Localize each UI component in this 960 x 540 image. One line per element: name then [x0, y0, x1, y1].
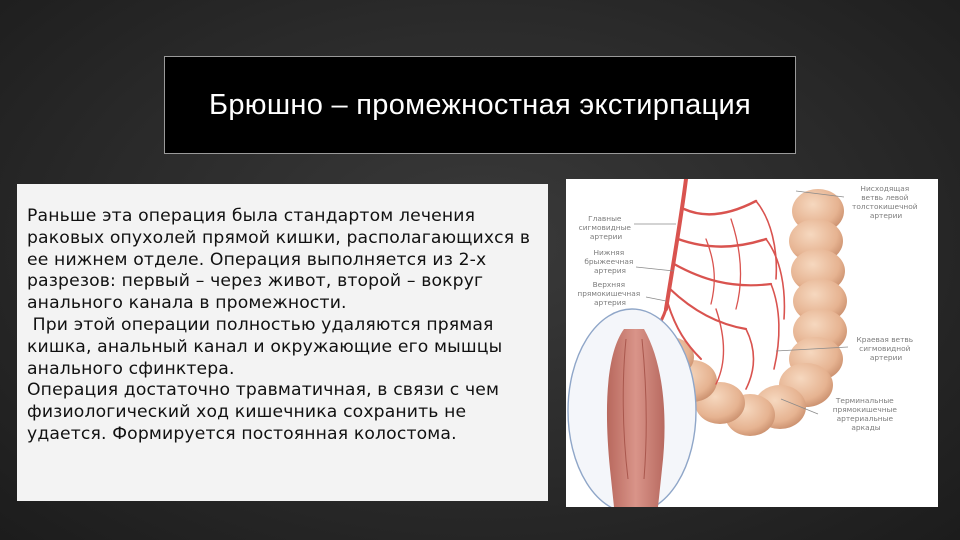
body-paragraph-2: При этой операции полностью удаляются прямая кишка, анальный канал и окружающие его мышцы анального сфинктера. — [27, 314, 508, 379]
body-paragraph-1: Раньше эта операция была стандартом лечения раковых опухолей прямой кишки, располагающихся в ее нижнем отделе. Операция выполняется из 2-х разрезов: первый – через живот, второй – вокруг анального канала в промежности. — [27, 206, 531, 314]
colon-artery-diagram — [566, 179, 938, 507]
label-marginal-sigmoid-branch: Краевая ветвь сигмовидной артерии — [856, 335, 914, 362]
rectum — [568, 309, 696, 507]
label-main-sigmoid-arteries: Главные сигмовидные артерии — [578, 214, 631, 241]
title-box — [164, 56, 796, 154]
label-superior-rectal-artery: Верхняя прямокишечная артерия — [577, 280, 641, 307]
descending-colon — [779, 189, 847, 407]
label-terminal-rectal-arcades: Терминальные прямокишечные артериальные аркады — [832, 396, 897, 432]
label-inferior-mesenteric-artery: Нижняя брыжеечная артерия — [584, 248, 634, 275]
anatomy-illustration — [566, 179, 938, 507]
body-paragraph-3: Операция достаточно травматичная, в связи с чем физиологический ход кишечника сохранить не удается. Формируется постоянная колостома. — [27, 380, 500, 444]
text-panel — [17, 184, 548, 501]
label-descending-branch: Нисходящая ветвь левой толстокишечной артерии — [852, 184, 918, 220]
slide-title: Брюшно – промежностная экстирпация — [209, 88, 751, 121]
